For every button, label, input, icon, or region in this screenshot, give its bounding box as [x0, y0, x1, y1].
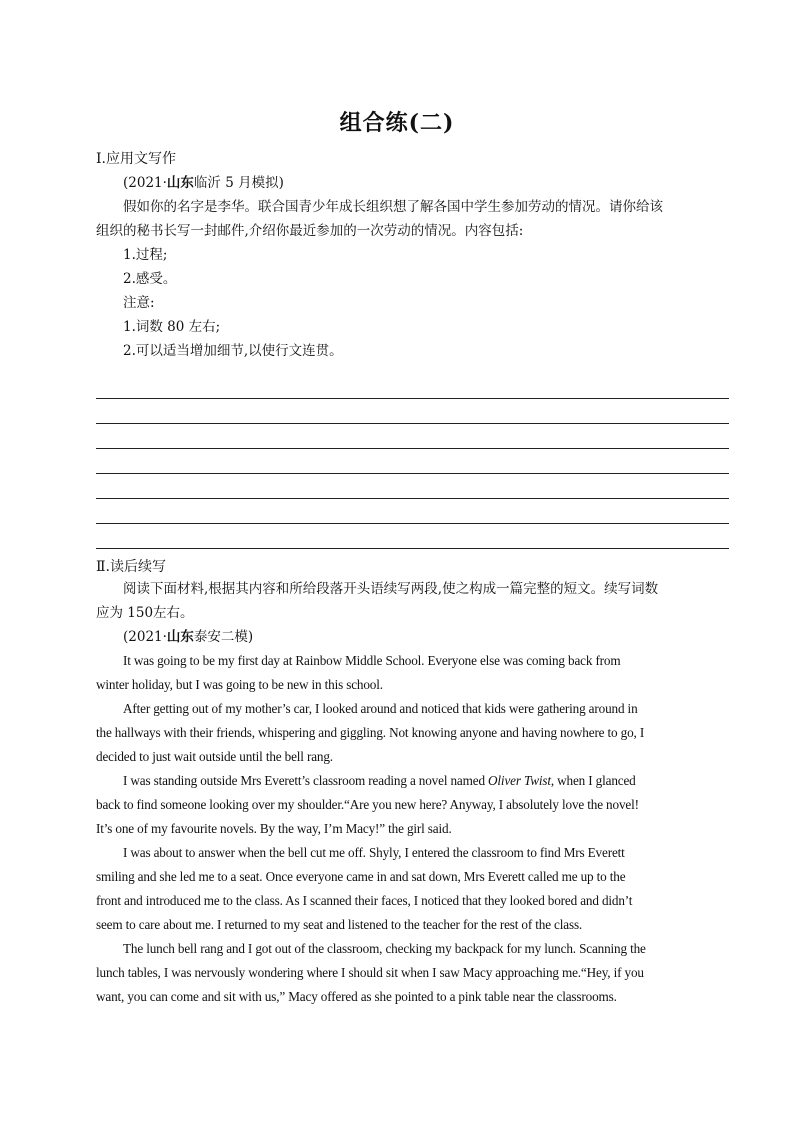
- section-2-source: (2021·山东泰安二模): [123, 629, 254, 645]
- answer-line[interactable]: [96, 424, 729, 449]
- passage-line: I was standing outside Mrs Everett’s classroom reading a novel named Oliver Twist, when I glanced: [123, 773, 636, 788]
- passage-line: lunch tables, I was nervously wondering where I should sit when I saw Macy approaching me.“Hey, if you: [96, 965, 644, 980]
- passage-line: back to find someone looking over my shoulder.“Are you new here? Anyway, I absolutely love the novel!: [96, 797, 639, 812]
- answer-line[interactable]: [96, 374, 729, 399]
- passage-line: front and introduced me to the class. As I scanned their faces, I noticed that they looked bored and didn’t: [96, 893, 633, 908]
- passage-line: want, you can come and sit with us,” Macy offered as she pointed to a pink table near the classrooms.: [96, 989, 617, 1004]
- passage-line: smiling and she led me to a seat. Once everyone came in and sat down, Mrs Everett called me up to the: [96, 869, 626, 884]
- passage-line: It was going to be my first day at Rainbow Middle School. Everyone else was coming back from: [123, 653, 621, 668]
- note-item-1: 1.词数 80 左右;: [123, 319, 221, 335]
- content-item-2: 2.感受。: [123, 271, 177, 287]
- note-label: 注意:: [123, 295, 155, 311]
- passage-line: I was about to answer when the bell cut me off. Shyly, I entered the classroom to find Mrs Everett: [123, 845, 625, 860]
- answer-line[interactable]: [96, 449, 729, 474]
- prompt-line-2: 组织的秘书长写一封邮件,介绍你最近参加的一次劳动的情况。内容包括:: [96, 223, 524, 239]
- passage-line: It’s one of my favourite novels. By the way, I’m Macy!” the girl said.: [96, 821, 452, 836]
- answer-line[interactable]: [96, 499, 729, 524]
- novel-title: Oliver Twist: [488, 773, 551, 788]
- section-1-source: (2021·山东临沂 5 月模拟): [123, 175, 284, 191]
- passage-line: the hallways with their friends, whispering and giggling. Not knowing anyone and having nowhere to go, I: [96, 725, 645, 740]
- passage-line: decided to just wait outside until the bell rang.: [96, 749, 333, 764]
- section-2-heading: Ⅱ.读后续写: [96, 559, 166, 575]
- answer-line[interactable]: [96, 474, 729, 499]
- passage-line: winter holiday, but I was going to be new in this school.: [96, 677, 383, 692]
- answer-line[interactable]: [96, 399, 729, 424]
- answer-line[interactable]: [96, 524, 729, 549]
- note-item-2: 2.可以适当增加细节,以使行文连贯。: [123, 343, 343, 359]
- content-item-1: 1.过程;: [123, 247, 168, 263]
- answer-lines[interactable]: [96, 374, 729, 549]
- passage-line: The lunch bell rang and I got out of the classroom, checking my backpack for my lunch. Scanning the: [123, 941, 646, 956]
- prompt-line-1: 假如你的名字是李华。联合国青少年成长组织想了解各国中学生参加劳动的情况。请你给该: [123, 199, 663, 215]
- section-1-heading: Ⅰ.应用文写作: [96, 151, 176, 167]
- instruction-line-2: 应为 150左右。: [96, 605, 194, 621]
- instruction-line-1: 阅读下面材料,根据其内容和所给段落开头语续写两段,使之构成一篇完整的短文。续写词数: [123, 581, 659, 597]
- passage-line: seem to care about me. I returned to my seat and listened to the teacher for the rest of the class.: [96, 917, 583, 932]
- page-title: 组合练(二): [339, 110, 455, 136]
- passage-line: After getting out of my mother’s car, I looked around and noticed that kids were gathering around in: [123, 701, 638, 716]
